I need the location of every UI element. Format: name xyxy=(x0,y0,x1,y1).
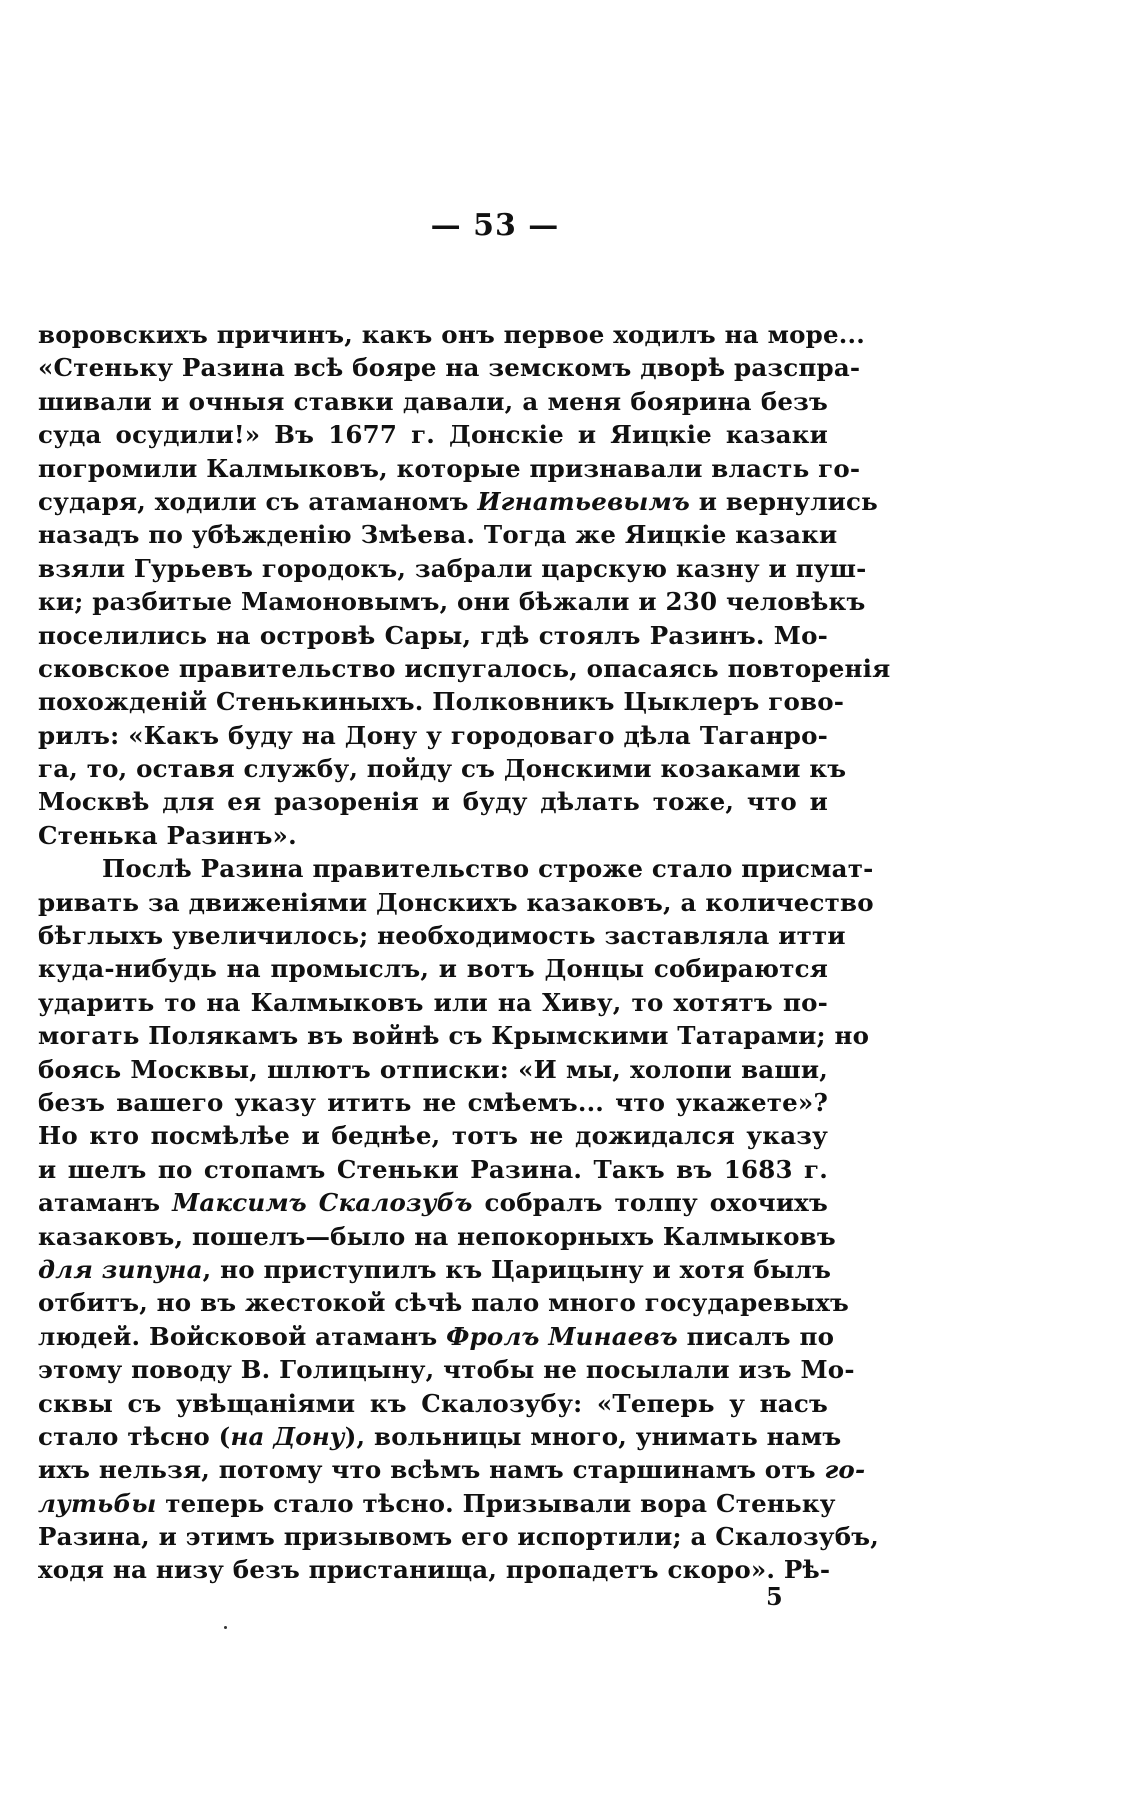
text-line xyxy=(38,1320,835,1353)
text-segment: ки; разбитые Мамоновымъ, они бѣжали и 230 человѣкъ xyxy=(38,587,866,617)
text-line xyxy=(38,1387,828,1420)
text-segment: ходя на низу безъ пристанища, пропадетъ скоро». Рѣ- xyxy=(38,1555,831,1585)
text-segment: стало тѣсно ( xyxy=(38,1421,231,1451)
text-segment: людей. Войсковой атаманъ xyxy=(38,1321,447,1351)
text-segment: Стенька Разинъ». xyxy=(38,820,297,850)
text-line xyxy=(38,852,874,885)
text-segment: ударить то на Калмыковъ или на Хиву, то хотятъ по- xyxy=(38,987,828,1017)
text-segment: ихъ нельзя, потому что всѣмъ намъ старшинамъ отъ xyxy=(38,1455,825,1485)
text-line xyxy=(38,619,828,652)
text-segment: ), вольницы много, унимать намъ xyxy=(344,1421,842,1451)
text-segment: сударя, ходили съ атаманомъ xyxy=(38,486,478,516)
text-line xyxy=(38,752,847,785)
text-segment: , но приступилъ къ Царицыну и хотя былъ xyxy=(202,1254,832,1284)
italic-text: го- xyxy=(824,1455,866,1485)
text-segment: «Стеньку Разина всѣ бояре на земскомъ дворѣ разспра- xyxy=(38,353,861,383)
text-segment: погромили Калмыковъ, которые признавали власть го- xyxy=(38,453,861,483)
text-segment: боясь Москвы, шлютъ отписки: «И мы, холопи ваши, xyxy=(38,1054,828,1084)
text-line xyxy=(38,585,866,618)
italic-text: лутьбы xyxy=(38,1488,157,1518)
text-line xyxy=(38,518,838,551)
text-line xyxy=(38,886,874,919)
text-segment: и вернулись xyxy=(690,486,878,516)
text-segment: шивали и очныя ставки давали, а меня боярина безъ xyxy=(38,386,828,416)
text-line xyxy=(38,1353,855,1386)
text-segment: взяли Гурьевъ городокъ, забрали царскую казну и пуш- xyxy=(38,553,867,583)
text-line xyxy=(38,986,828,1019)
text-line xyxy=(38,1119,828,1152)
text-line xyxy=(38,1286,850,1319)
text-line xyxy=(38,652,891,685)
text-segment: писалъ по xyxy=(677,1321,835,1351)
text-line xyxy=(38,1520,879,1553)
text-line xyxy=(38,919,846,952)
text-segment: теперь стало тѣсно. Призывали вора Стеньку xyxy=(156,1488,836,1518)
italic-text: Максимъ Скалозубъ xyxy=(172,1188,473,1218)
page-number: — 53 — xyxy=(430,208,560,243)
text-line xyxy=(38,385,828,418)
body-text xyxy=(38,318,891,1587)
text-line xyxy=(38,819,828,852)
text-segment: назадъ по убѣжденію Змѣева. Тогда же Яицкіе казаки xyxy=(38,520,838,550)
print-speck xyxy=(224,1626,227,1629)
text-segment: сквы съ увѣщаніями къ Скалозубу: «Теперь у насъ xyxy=(38,1388,828,1418)
text-line xyxy=(38,1186,828,1219)
text-line xyxy=(38,318,865,351)
text-line xyxy=(38,351,861,384)
text-line xyxy=(38,785,828,818)
text-line xyxy=(38,719,828,752)
signature-mark: 5 xyxy=(766,1582,783,1611)
text-segment: суда осудили!» Въ 1677 г. Донскіе и Яицкіе казаки xyxy=(38,420,828,450)
text-segment: похожденій Стенькиныхъ. Полковникъ Цыклеръ гово- xyxy=(38,687,845,717)
text-line xyxy=(38,1053,828,1086)
text-line xyxy=(38,1420,842,1453)
text-line xyxy=(38,1019,870,1052)
text-segment: безъ вашего указу итить не смѣемъ... что укажете»? xyxy=(38,1087,828,1117)
text-segment: казаковъ, пошелъ—было на непокорныхъ Калмыковъ xyxy=(38,1221,836,1251)
text-segment: воровскихъ причинъ, какъ онъ первое ходилъ на море... xyxy=(38,320,865,349)
text-line xyxy=(38,1153,828,1186)
text-segment: и шелъ по стопамъ Стеньки Разина. Такъ въ 1683 г. xyxy=(38,1154,828,1184)
text-segment: атаманъ xyxy=(38,1188,173,1218)
text-segment: могать Полякамъ въ войнѣ съ Крымскими Татарами; но xyxy=(38,1021,870,1051)
italic-text: Фролъ Минаевъ xyxy=(446,1321,678,1351)
text-segment: бѣглыхъ увеличилось; необходимость заставляла итти xyxy=(38,921,846,951)
text-line xyxy=(38,1453,866,1486)
text-segment: сковское правительство испугалось, опасаясь повторенія xyxy=(38,653,891,683)
text-segment: ривать за движеніями Донскихъ казаковъ, а количество xyxy=(38,887,874,917)
italic-text: для зипуна xyxy=(38,1254,203,1284)
text-segment: Разина, и этимъ призывомъ его испортили; а Скалозубъ, xyxy=(38,1522,879,1552)
italic-text: Игнатьевымъ xyxy=(477,486,690,516)
text-line xyxy=(38,1553,831,1586)
text-segment: поселились на островѣ Сары, гдѣ стоялъ Разинъ. Мо- xyxy=(38,620,828,650)
text-line xyxy=(38,952,828,985)
text-segment: Послѣ Разина правительство строже стало присмат- xyxy=(102,854,874,884)
text-segment: га, то, оставя службу, пойду съ Донскими козаками къ xyxy=(38,754,847,784)
text-line xyxy=(38,1086,828,1119)
text-line xyxy=(38,552,867,585)
text-line xyxy=(38,1220,836,1253)
text-line xyxy=(38,418,828,451)
text-segment: Но кто посмѣлѣе и беднѣе, тотъ не дожидался указу xyxy=(38,1121,828,1151)
text-segment: куда-нибудь на промыслъ, и вотъ Донцы собираются xyxy=(38,954,828,984)
text-segment: этому поводу В. Голицыну, чтобы не посылали изъ Мо- xyxy=(38,1355,855,1385)
text-line xyxy=(38,1253,832,1286)
text-line xyxy=(38,452,861,485)
text-segment: собралъ толпу охочихъ xyxy=(472,1188,828,1218)
text-line xyxy=(38,1487,836,1520)
text-line xyxy=(38,685,845,718)
text-segment: Москвѣ для ея разоренія и буду дѣлать тоже, что и xyxy=(38,787,828,817)
text-segment: рилъ: «Какъ буду на Дону у городоваго дѣла Таганро- xyxy=(38,720,828,750)
text-line xyxy=(38,485,878,518)
text-segment: отбитъ, но въ жестокой сѣчѣ пало много государевыхъ xyxy=(38,1288,850,1318)
italic-text: на Дону xyxy=(230,1421,345,1451)
